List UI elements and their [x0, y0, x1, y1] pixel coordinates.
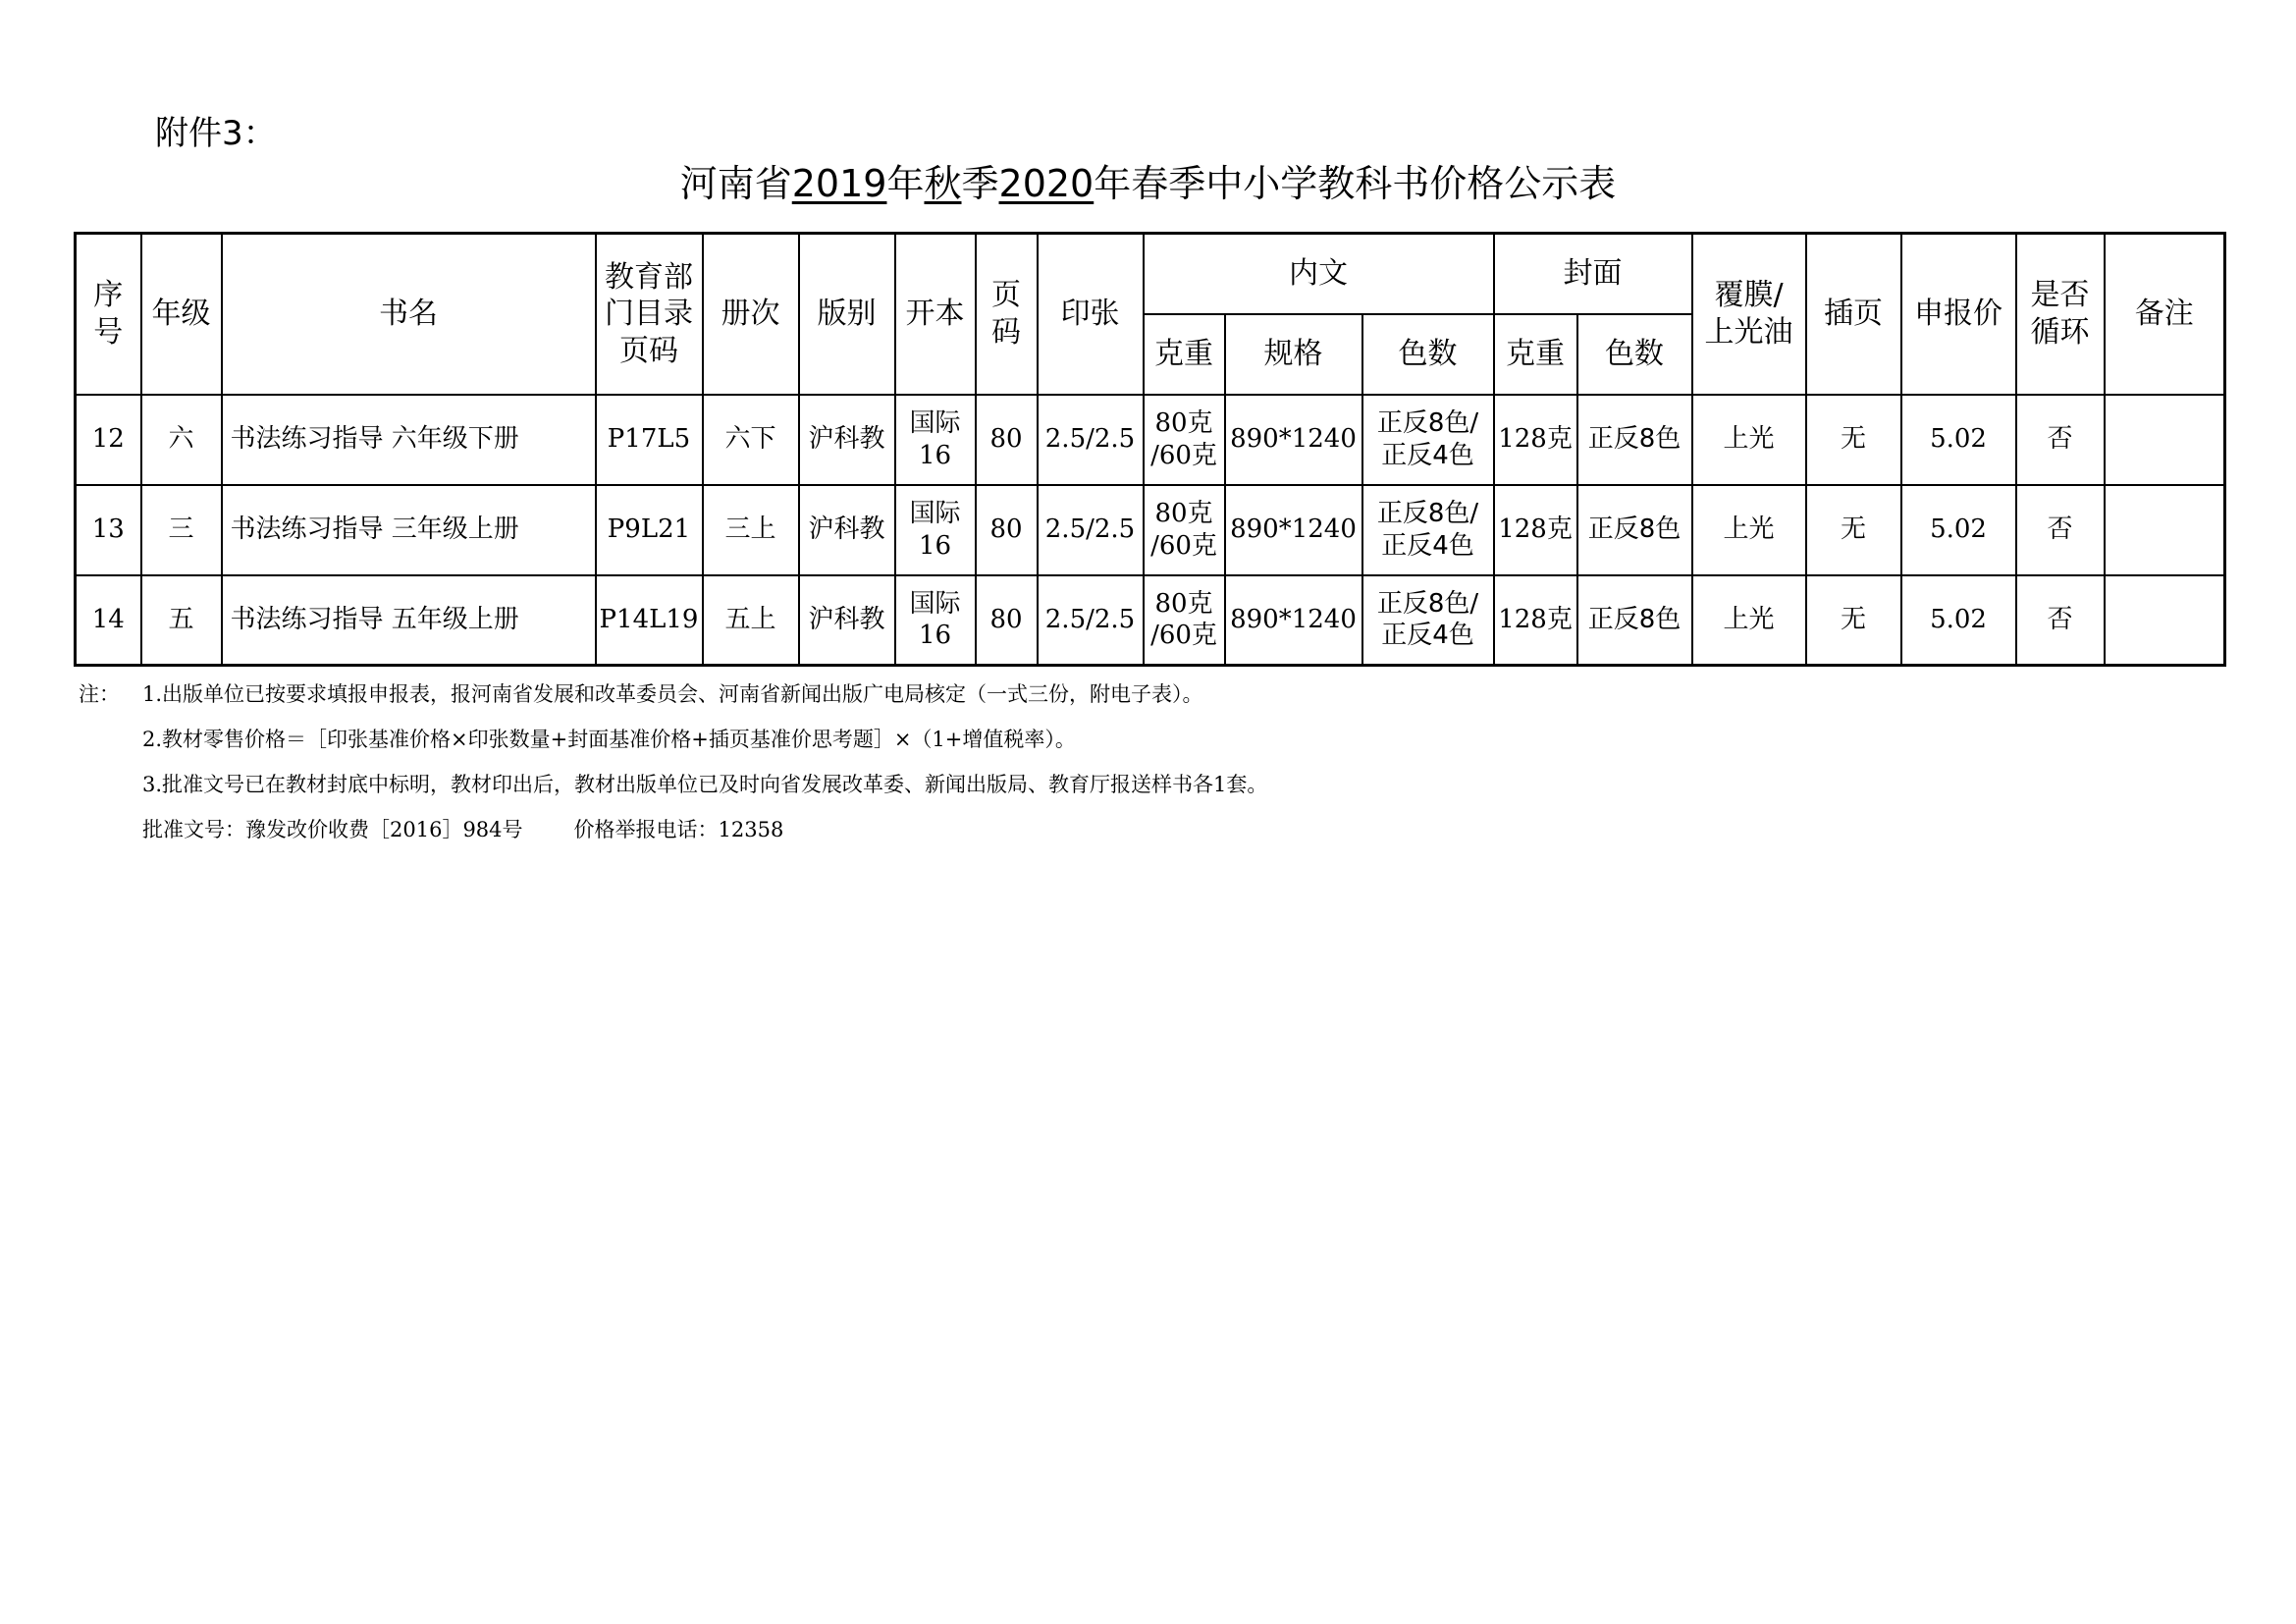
cell-catalog-page: P17L5 [596, 395, 703, 485]
cell-inner-weight-line1: 80克 [1154, 499, 1213, 528]
cell-insert: 无 [1806, 395, 1901, 485]
cell-format-line2: 16 [918, 440, 952, 470]
header-inner: 内文 [1144, 234, 1494, 314]
note-line-1 [79, 672, 1267, 717]
cell-laminate: 上光 [1692, 575, 1806, 666]
cell-book-name: 书法练习指导 三年级上册 [222, 485, 596, 575]
cell-inner-colors-line1: 正反8色/ [1376, 588, 1479, 619]
title-season1: 秋 [924, 162, 962, 205]
title-part4: 年春季中小学教科书价格公示表 [1094, 162, 1617, 205]
cell-book-name: 书法练习指导 六年级下册 [222, 395, 596, 485]
header-pages: 页码 [976, 234, 1038, 395]
cell-edition: 沪科教 [799, 485, 895, 575]
cell-insert: 无 [1806, 575, 1901, 666]
header-edition: 版别 [799, 234, 895, 395]
title-year1: 2019 [791, 162, 887, 205]
approval-line [79, 807, 1267, 852]
table-row [76, 575, 2225, 666]
cell-pages: 80 [976, 575, 1038, 666]
cell-volume: 六下 [703, 395, 799, 485]
cell-format [895, 395, 976, 485]
cell-sheets: 2.5/2.5 [1038, 395, 1144, 485]
cell-inner-colors-line1: 正反8色/ [1376, 408, 1479, 438]
cell-recycle: 否 [2016, 395, 2105, 485]
document-title [0, 153, 2296, 207]
cell-inner-weight [1144, 575, 1225, 666]
cell-pages: 80 [976, 395, 1038, 485]
cell-format-line2: 16 [918, 530, 952, 561]
title-year2: 2020 [998, 162, 1095, 205]
cell-inner-colors-line2: 正反4色 [1381, 440, 1474, 470]
cell-laminate: 上光 [1692, 395, 1806, 485]
note-3: 3.批准文号已在教材封底中标明，教材印出后，教材出版单位已及时向省发展改革委、新闻出版局、教育厅报送样书各1套。 [142, 773, 1268, 796]
cell-inner-weight-line2: /60克 [1150, 530, 1217, 561]
cell-grade: 五 [141, 575, 222, 666]
header-inner-weight: 克重 [1144, 314, 1225, 395]
cell-inner-colors-line2: 正反4色 [1381, 621, 1474, 651]
cell-grade: 三 [141, 485, 222, 575]
cell-volume: 三上 [703, 485, 799, 575]
header-volume: 册次 [703, 234, 799, 395]
header-inner-spec: 规格 [1225, 314, 1362, 395]
header-format: 开本 [895, 234, 976, 395]
cell-catalog-page: P14L19 [596, 575, 703, 666]
cell-sheets: 2.5/2.5 [1038, 575, 1144, 666]
note-2: 2.教材零售价格＝［印张基准价格×印张数量+封面基准价格+插页基准价思考题］×（1+增值税率）。 [142, 728, 1076, 751]
cell-cover-colors: 正反8色 [1577, 485, 1692, 575]
header-cover-colors: 色数 [1577, 314, 1692, 395]
cell-seq: 14 [76, 575, 141, 666]
header-insert: 插页 [1806, 234, 1901, 395]
cell-inner-colors [1362, 395, 1494, 485]
cell-recycle: 否 [2016, 485, 2105, 575]
approval-number: 批准文号：豫发改价收费［2016］984号 [142, 818, 523, 841]
cell-inner-colors-line1: 正反8色/ [1376, 499, 1479, 528]
price-table [74, 232, 2226, 667]
note-1: 1.出版单位已按要求填报申报表，报河南省发展和改革委员会、河南省新闻出版广电局核定（一式三份，附电子表）。 [142, 682, 1203, 706]
cell-recycle: 否 [2016, 575, 2105, 666]
header-cover: 封面 [1494, 234, 1692, 314]
table-row [76, 485, 2225, 575]
header-seq: 序号 [76, 234, 141, 395]
notes-section [79, 672, 1267, 852]
cell-inner-spec: 890*1240 [1225, 575, 1362, 666]
cell-remark [2105, 395, 2225, 485]
cell-format [895, 575, 976, 666]
cell-inner-weight-line1: 80克 [1154, 588, 1213, 619]
title-part2: 年 [886, 162, 925, 205]
cell-inner-weight-line2: /60克 [1150, 621, 1217, 651]
cell-inner-colors-line2: 正反4色 [1381, 530, 1474, 561]
cell-insert: 无 [1806, 485, 1901, 575]
cell-cover-colors: 正反8色 [1577, 395, 1692, 485]
cell-format-line1: 国际 [909, 408, 961, 438]
table-row [76, 395, 2225, 485]
header-remark: 备注 [2105, 234, 2225, 395]
cell-inner-weight [1144, 485, 1225, 575]
header-grade: 年级 [141, 234, 222, 395]
cell-price: 5.02 [1901, 575, 2016, 666]
cell-inner-spec: 890*1240 [1225, 395, 1362, 485]
cell-remark [2105, 575, 2225, 666]
cell-seq: 13 [76, 485, 141, 575]
price-hotline: 价格举报电话：12358 [573, 818, 784, 841]
cell-cover-weight: 128克 [1494, 485, 1577, 575]
header-price: 申报价 [1901, 234, 2016, 395]
cell-format-line1: 国际 [909, 588, 961, 619]
attachment-label: 附件3： [155, 114, 277, 153]
header-book-name: 书名 [222, 234, 596, 395]
cell-seq: 12 [76, 395, 141, 485]
header-row-1 [76, 234, 2225, 314]
cell-cover-weight: 128克 [1494, 575, 1577, 666]
cell-book-name: 书法练习指导 五年级上册 [222, 575, 596, 666]
cell-inner-weight-line2: /60克 [1150, 440, 1217, 470]
cell-laminate: 上光 [1692, 485, 1806, 575]
cell-inner-spec: 890*1240 [1225, 485, 1362, 575]
cell-inner-colors [1362, 575, 1494, 666]
cell-remark [2105, 485, 2225, 575]
cell-cover-colors: 正反8色 [1577, 575, 1692, 666]
cell-inner-colors [1362, 485, 1494, 575]
cell-cover-weight: 128克 [1494, 395, 1577, 485]
header-sheets: 印张 [1038, 234, 1144, 395]
cell-inner-weight-line1: 80克 [1154, 408, 1213, 438]
cell-edition: 沪科教 [799, 395, 895, 485]
cell-format-line1: 国际 [909, 499, 961, 528]
cell-volume: 五上 [703, 575, 799, 666]
header-catalog-page: 教育部门目录页码 [596, 234, 703, 395]
cell-price: 5.02 [1901, 395, 2016, 485]
cell-edition: 沪科教 [799, 575, 895, 666]
header-cover-weight: 克重 [1494, 314, 1577, 395]
header-laminate: 覆膜/上光油 [1692, 234, 1806, 395]
cell-format-line2: 16 [918, 621, 952, 651]
header-inner-colors: 色数 [1362, 314, 1494, 395]
cell-grade: 六 [141, 395, 222, 485]
title-part1: 河南省 [679, 162, 792, 205]
cell-format [895, 485, 976, 575]
cell-inner-weight [1144, 395, 1225, 485]
cell-catalog-page: P9L21 [596, 485, 703, 575]
cell-price: 5.02 [1901, 485, 2016, 575]
cell-sheets: 2.5/2.5 [1038, 485, 1144, 575]
title-part3: 季 [961, 162, 999, 205]
cell-pages: 80 [976, 485, 1038, 575]
header-recycle: 是否循环 [2016, 234, 2105, 395]
notes-label: 注： [79, 682, 120, 706]
